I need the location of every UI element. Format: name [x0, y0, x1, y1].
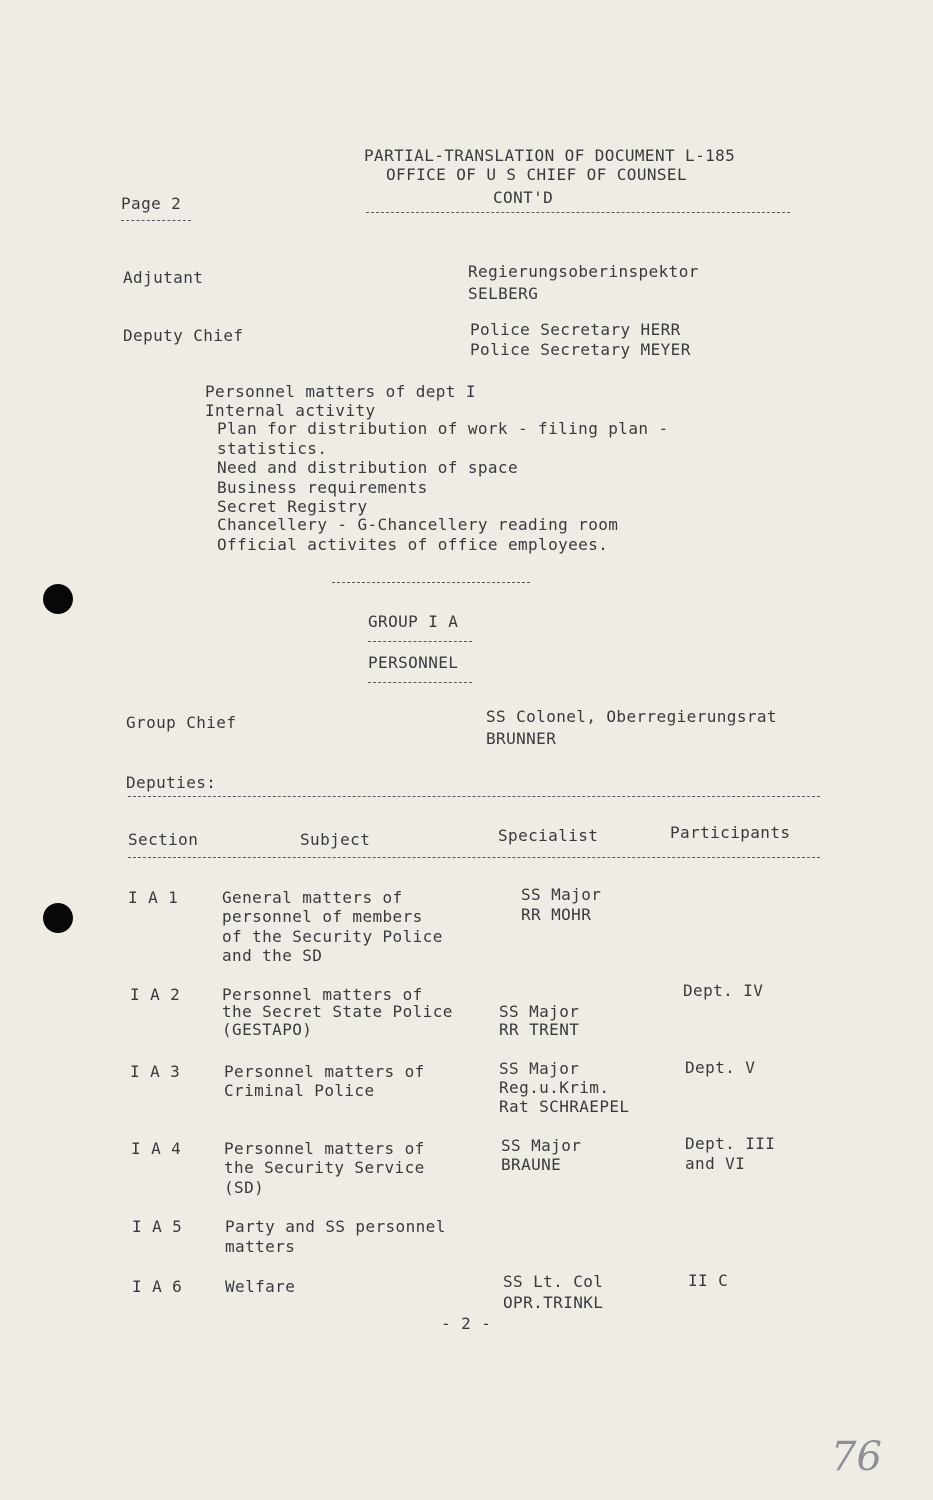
handwritten-page-number: 76 [831, 1434, 882, 1480]
row-participants-line: II C [688, 1271, 729, 1290]
row-participants-line: Dept. IV [683, 981, 764, 1000]
group-heading-underline [368, 641, 472, 642]
duty-item: Chancellery - G-Chancellery reading room [217, 515, 619, 534]
duty-item: Plan for distribution of work - filing plan - [217, 419, 669, 438]
row-subject-line: Personnel matters of [222, 985, 423, 1004]
group-chief-label: Group Chief [126, 713, 237, 732]
duty-item: Personnel matters of dept I [205, 382, 476, 401]
document-title-line-2: OFFICE OF U S CHIEF OF COUNSEL [386, 165, 687, 184]
row-subject-line: personnel of members [222, 907, 423, 926]
row-participants-line: Dept. V [685, 1058, 756, 1077]
staff-name-adjutant-line-2: SELBERG [468, 284, 539, 303]
punch-hole [43, 584, 73, 614]
document-title-line-1: PARTIAL-TRANSLATION OF DOCUMENT L-185 [364, 146, 736, 165]
row-subject-line: Criminal Police [224, 1081, 375, 1100]
row-specialist-line: BRAUNE [501, 1155, 562, 1174]
table-header-participants: Participants [670, 823, 791, 842]
group-subheading: PERSONNEL [368, 653, 459, 672]
row-specialist-line: SS Major [499, 1002, 580, 1021]
row-subject-line: matters [225, 1237, 296, 1256]
staff-name-deputy-chief-line-1: Police Secretary HERR [470, 320, 681, 339]
title-underline [366, 212, 790, 213]
duty-item: Business requirements [217, 478, 428, 497]
group-chief-name-line-2: BRUNNER [486, 729, 557, 748]
deputies-label: Deputies: [126, 773, 217, 792]
table-header-section: Section [128, 830, 199, 849]
table-header-specialist: Specialist [498, 826, 599, 845]
row-specialist-line: Reg.u.Krim. [499, 1078, 610, 1097]
row-specialist-line: Rat SCHRAEPEL [499, 1097, 630, 1116]
staff-role-adjutant: Adjutant [123, 268, 204, 287]
section-divider [332, 582, 530, 583]
row-subject-line: of the Security Police [222, 927, 443, 946]
page-label-underline [121, 220, 191, 221]
row-specialist-line: SS Major [499, 1059, 580, 1078]
document-title-line-3: CONT'D [493, 188, 554, 207]
row-subject-line: Personnel matters of [224, 1062, 425, 1081]
row-subject-line: and the SD [222, 946, 323, 965]
row-subject-line: Personnel matters of [224, 1139, 425, 1158]
table-header-rule [128, 857, 820, 858]
row-participants-line: and VI [685, 1154, 746, 1173]
row-specialist-line: RR MOHR [521, 905, 592, 924]
row-specialist-line: OPR.TRINKL [503, 1293, 604, 1312]
staff-name-deputy-chief-line-2: Police Secretary MEYER [470, 340, 691, 359]
row-subject-line: Welfare [225, 1277, 296, 1296]
page-label: Page 2 [121, 194, 182, 213]
row-section: I A 1 [128, 888, 179, 907]
table-top-rule [128, 796, 820, 797]
duty-item: statistics. [217, 439, 328, 458]
staff-name-adjutant-line-1: Regierungsoberinspektor [468, 262, 699, 281]
row-subject-line: Party and SS personnel [225, 1217, 446, 1236]
row-specialist-line: RR TRENT [499, 1020, 580, 1039]
row-subject-line: the Secret State Police [222, 1002, 453, 1021]
row-subject-line: (GESTAPO) [222, 1020, 313, 1039]
duty-item: Official activites of office employees. [217, 535, 609, 554]
row-specialist-line: SS Lt. Col [503, 1272, 604, 1291]
row-specialist-line: SS Major [521, 885, 602, 904]
group-chief-name-line-1: SS Colonel, Oberregierungsrat [486, 707, 777, 726]
row-section: I A 4 [131, 1139, 182, 1158]
row-section: I A 3 [130, 1062, 181, 1081]
row-section: I A 5 [132, 1217, 183, 1236]
group-subheading-underline [368, 682, 472, 683]
duty-item: Internal activity [205, 401, 376, 420]
row-subject-line: General matters of [222, 888, 403, 907]
row-subject-line: the Security Service [224, 1158, 425, 1177]
row-participants-line: Dept. III [685, 1134, 776, 1153]
page-number: - 2 - [441, 1314, 492, 1333]
row-subject-line: (SD) [224, 1178, 265, 1197]
row-section: I A 6 [132, 1277, 183, 1296]
group-heading: GROUP I A [368, 612, 459, 631]
duty-item: Secret Registry [217, 497, 368, 516]
duty-item: Need and distribution of space [217, 458, 518, 477]
row-section: I A 2 [130, 985, 181, 1004]
table-header-subject: Subject [300, 830, 371, 849]
row-specialist-line: SS Major [501, 1136, 582, 1155]
staff-role-deputy-chief: Deputy Chief [123, 326, 244, 345]
punch-hole [43, 903, 73, 933]
